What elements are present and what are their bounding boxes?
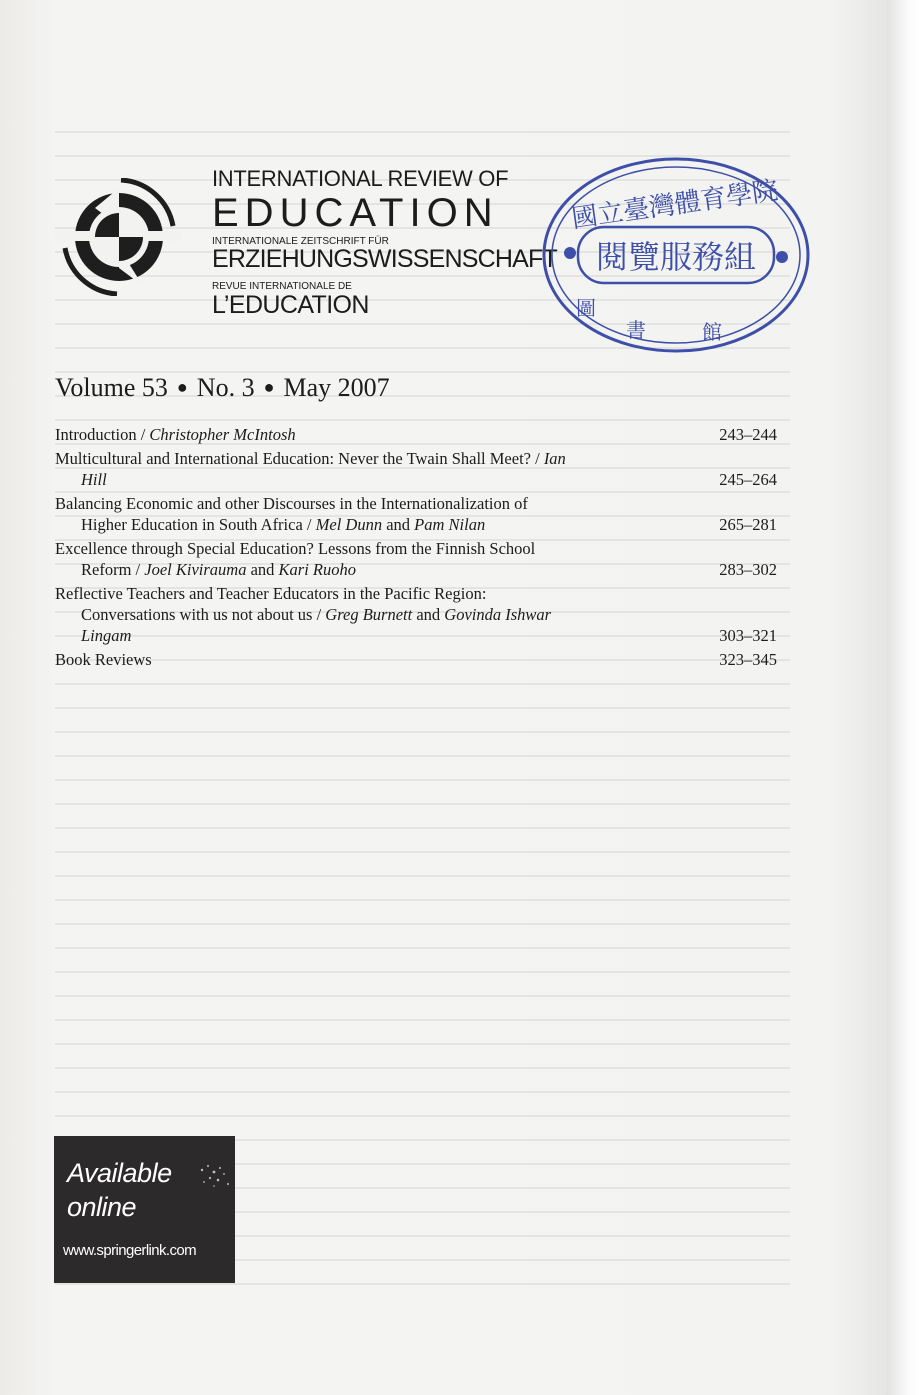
toc-author: Kari Ruoho <box>278 560 356 579</box>
toc-title: Balancing Economic and other Discourses in the Internationalization of <box>55 494 528 513</box>
toc-and: and <box>382 515 415 534</box>
toc-entry[interactable] <box>55 448 777 490</box>
page-edge-strip <box>887 0 923 1395</box>
toc-pages: 303–321 <box>719 626 777 645</box>
toc-entry[interactable] <box>55 583 777 646</box>
toc-author: Pam Nilan <box>414 515 486 534</box>
badge-line-1: Available <box>67 1158 172 1188</box>
masthead-line-3: INTERNATIONALE ZEITSCHRIFT FÜR <box>212 236 389 247</box>
toc-author: Lingam <box>81 626 132 645</box>
stamp-middle-text: 閱覽服務組 <box>595 238 757 276</box>
toc-pages: 265–281 <box>719 515 777 534</box>
issue-line <box>55 373 390 403</box>
issue-date: May 2007 <box>283 373 390 402</box>
toc-pages: 323–345 <box>719 650 777 669</box>
toc-entry[interactable] <box>55 424 777 445</box>
toc-title: Book Reviews <box>55 650 152 669</box>
badge-line-2: online <box>67 1192 137 1222</box>
toc-author: Govinda Ishwar <box>444 605 552 624</box>
toc-pages: 283–302 <box>719 560 777 579</box>
toc-author: Hill <box>81 470 107 489</box>
table-of-contents <box>55 424 777 673</box>
bullet-icon: ● <box>176 377 188 397</box>
journal-masthead <box>212 168 557 318</box>
toc-author: Christopher McIntosh <box>149 425 296 444</box>
toc-title-cont: Higher Education in South Africa / <box>81 515 316 534</box>
toc-pages: 243–244 <box>719 425 777 444</box>
stamp-bottom-mid: 書 <box>626 318 646 342</box>
toc-title: Excellence through Special Education? Lessons from the Finnish School <box>55 539 536 558</box>
toc-and: and <box>246 560 279 579</box>
stamp-top-text: 國立臺灣體育學院 <box>569 175 780 235</box>
issue-number: No. 3 <box>196 373 255 402</box>
journal-logo-icon <box>55 178 183 296</box>
masthead-line-4: ERZIEHUNGSWISSENSCHAFT <box>212 245 557 273</box>
stamp-bottom-left: 圖 <box>576 296 596 320</box>
badge-url: www.springerlink.com <box>63 1242 197 1259</box>
available-online-badge[interactable] <box>54 1136 235 1283</box>
toc-title: Introduction / <box>55 425 150 444</box>
bullet-icon: ● <box>263 377 275 397</box>
issue-volume: Volume 53 <box>55 373 168 402</box>
toc-author: Mel Dunn <box>315 515 383 534</box>
masthead-line-6: L’EDUCATION <box>212 291 369 319</box>
toc-title: Multicultural and International Education: Never the Twain Shall Meet? / <box>55 449 544 468</box>
toc-entry[interactable] <box>55 493 777 535</box>
toc-author: Greg Burnett <box>325 605 413 624</box>
library-stamp <box>540 155 812 365</box>
toc-pages: 245–264 <box>719 470 777 489</box>
masthead-line-1: INTERNATIONAL REVIEW OF <box>212 166 509 191</box>
masthead-line-5: REVUE INTERNATIONALE DE <box>212 281 352 292</box>
sparkle-icon <box>194 1158 234 1198</box>
toc-entry[interactable] <box>55 649 777 670</box>
toc-title-cont: Reform / <box>81 560 145 579</box>
toc-entry[interactable] <box>55 538 777 580</box>
toc-title-cont: Conversations with us not about us / <box>81 605 326 624</box>
stamp-bottom-right: 館 <box>702 320 722 344</box>
toc-author: Ian <box>543 449 566 468</box>
toc-and: and <box>412 605 445 624</box>
masthead-title: EDUCATION <box>212 191 499 235</box>
toc-author: Joel Kivirauma <box>144 560 247 579</box>
toc-title: Reflective Teachers and Teacher Educators in the Pacific Region: <box>55 584 487 603</box>
